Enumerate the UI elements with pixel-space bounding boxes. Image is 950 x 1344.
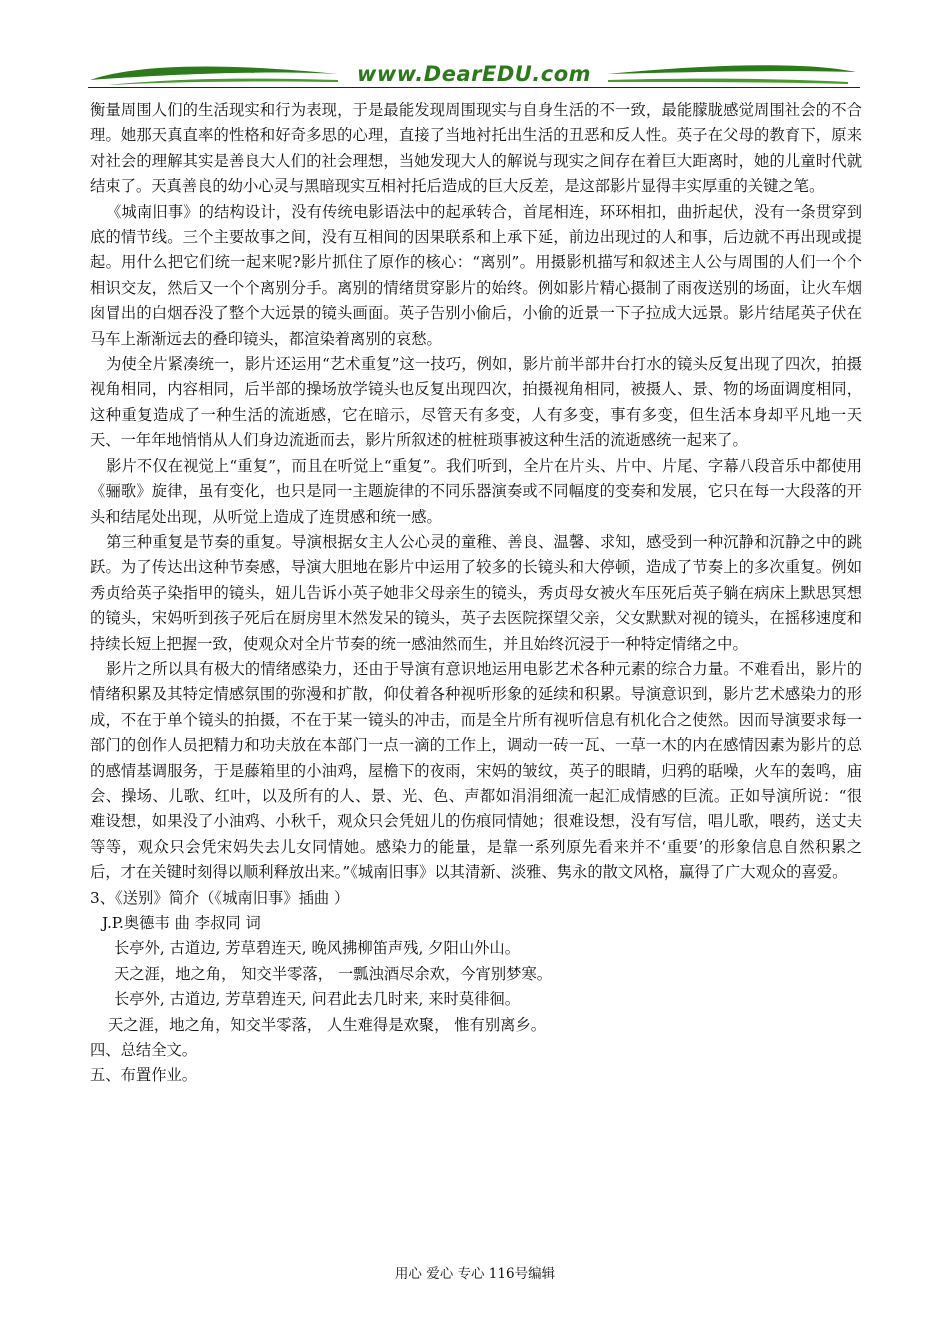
paragraph-6: 影片之所以具有极大的情绪感染力，还由于导演有意识地运用电影艺术各种元素的综合力量。不难看出，影片的情绪积累及其特定情感氛围的弥漫和扩散，仰仗着各种视听形象的延续和积累。导演意识到，影片艺术感染力的形成，不在于单个镜头的拍摄，不在于某一镜头的冲击，而是全片所有视听信息有机化合之使然。因而导演要求每一部门的创作人员把精力和功夫放在本部门一点一滴的工作上，调动一砖一瓦、一草一木的内在感情因素为影片的总的感情基调服务，于是藤箱里的小油鸡，屋檐下的夜雨，宋妈的皱纹，英子的眼睛，归鸦的聒噪，火车的轰鸣，庙会、操场、儿歌、红叶，以及所有的人、景、光、色、声都如涓涓细流一起汇成情感的巨流。正如导演所说：“很难设想，如果没了小油鸡、小秋千，观众只会凭妞儿的伤痕同情她；很难设想，没有写信，唱儿歌，喂药，送丈夫等等，观众只会凭宋妈失去儿女同情她。感染力的能量，是靠一系列原先看来并不‘重要’的形象信息自然积累之后，才在关键时刻得以顺利释放出来。”《城南旧事》以其清新、淡雅、隽永的散文风格，赢得了广大观众的喜爱。	[90, 659, 862, 882]
song-line-2: 天之涯，地之角， 知交半零落， 一瓢浊酒尽余欢，今宵别梦寒。	[114, 964, 553, 983]
paragraph-1: 衡量周围人们的生活现实和行为表现，于是最能发现周围现实与自身生活的不一致，最能朦胧感觉周围社会的不合理。她那天真直率的性格和好奇多思的心理，直接了当地衬托出生活的丑恶和反人性。英子在父母的教育下，原来对社会的理解其实是善良大人们的社会理想，当她发现大人的解说与现实之间存在着巨大距离时，她的儿童时代就结束了。天真善良的幼小心灵与黑暗现实互相衬托后造成的巨大反差，是这部影片显得丰实厚重的关键之笔。	[90, 101, 862, 196]
paragraph-4: 影片不仅在视觉上“重复”，而且在听觉上“重复”。我们听到，全片在片头、片中、片尾、字幕八段音乐中都使用《骊歌》旋律，虽有变化，也只是同一主题旋律的不同乐器演奏或不同幅度的变奏和发展，它只在每一大段落的开头和结尾处出现，从听觉上造成了连贯感和统一感。	[90, 456, 862, 526]
song-credits: J.P.奥德韦 曲 李叔同 词	[102, 914, 261, 932]
site-header	[88, 58, 860, 92]
song-line-4: 天之涯，地之角，知交半零落， 人生难得是欢聚， 惟有别离乡。	[108, 1015, 547, 1034]
header-divider	[88, 87, 860, 88]
site-logo-text: www.DearEDU.com	[356, 62, 592, 86]
section-5-heading: 五、布置作业。	[90, 1066, 198, 1085]
section-4-heading: 四、总结全文。	[90, 1041, 198, 1060]
paragraph-3: 为使全片紧凑统一，影片还运用“艺术重复”这一技巧，例如，影片前半部井台打水的镜头反复出现了四次，拍摄视角相同，内容相同，后半部的操场放学镜头也反复出现四次，拍摄视角相同，被摄人、景、物的场面调度相同，这种重复造成了一种生活的流逝感，它在暗示，尽管天有多变，人有多变，事有多变，但生活本身却平凡地一天天、一年年地悄悄从人们身边流逝而去，影片所叙述的桩桩琐事被这种生活的流逝感统一起来了。	[90, 355, 862, 450]
song-line-3: 长亭外, 古道边, 芳草碧连天, 问君此去几时来, 来时莫徘徊。	[114, 990, 521, 1009]
paragraph-5: 第三种重复是节奏的重复。导演根据女主人公心灵的童稚、善良、温馨、求知，感受到一种沉静和沉静之中的跳跃。为了传达出这种节奏感，导演大胆地在影片中运用了较多的长镜头和大停顿，造成了节奏上的多次重复。例如秀贞给英子染指甲的镜头，妞儿告诉小英子她非父母亲生的镜头，秀贞母女被火车压死后英子躺在病床上默思冥想的镜头，宋妈听到孩子死后在厨房里木然发呆的镜头，英子去医院探望父亲，父女默默对视的镜头，在摇移速度和持续长短上把握一致，使观众对全片节奏的统一感油然而生，并且始终沉浸于一种特定情绪之中。	[90, 532, 862, 653]
song-line-1: 长亭外, 古道边, 芳草碧连天, 晚风拂柳笛声残, 夕阳山外山。	[114, 939, 521, 958]
section-3-heading: 3、《送别》简介（《城南旧事》插曲 ）	[90, 888, 350, 907]
paragraph-2: 《城南旧事》的结构设计，没有传统电影语法中的起承转合，首尾相连，环环相扣，曲折起伏，没有一条贯穿到底的情节线。三个主要故事之间，没有互相间的因果联系和上承下延，前边出现过的人和事，后边就不再出现或提起。用什么把它们统一起来呢?影片抓住了原作的核心：“离别”。用摄影机描写和叙述主人公与周围的人们一个个相识交友，然后又一个个离别分手。离别的情绪贯穿影片的始终。例如影片精心摄制了雨夜送别的场面，让火车烟囱冒出的白烟吞没了整个大远景的镜头画面。英子告别小偷后，小偷的近景一下子拉成大远景。影片结尾英子伏在马车上渐渐远去的叠印镜头，都渲染着离别的哀愁。	[90, 202, 862, 348]
document-body	[90, 98, 862, 1089]
page-footer: 用心 爱心 专心 116号编辑	[394, 1266, 556, 1282]
